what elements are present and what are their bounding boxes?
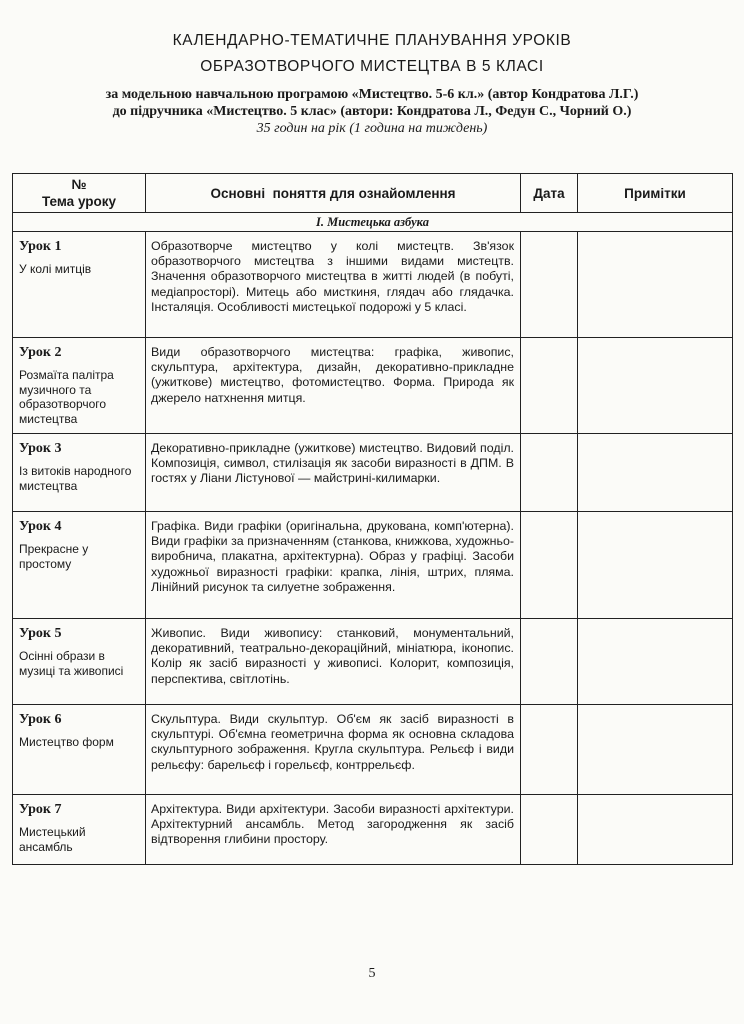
table-row bbox=[13, 232, 733, 338]
page-number: 5 bbox=[368, 966, 376, 981]
lesson-concepts: Скульптура. Види скульптур. Об'єм як засіб виразності в скульптурі. Об'ємна геометрична форма як основна складова скульптурного зображення. Кругла скульптура. Рельєф і види рельєфу: барельєф і горельєф, контррельєф. bbox=[151, 712, 514, 772]
notes-cell bbox=[578, 512, 733, 619]
lesson-number: Урок 2 bbox=[19, 345, 62, 360]
title-line-1: КАЛЕНДАРНО-ТЕМАТИЧНЕ ПЛАНУВАННЯ УРОКІВ bbox=[172, 32, 572, 49]
header-concepts: Основні поняття для ознайомлення bbox=[146, 174, 521, 213]
header-number-sign: № bbox=[71, 177, 87, 192]
title-line-2: ОБРАЗОТВОРЧОГО МИСТЕЦТВА В 5 КЛАСІ bbox=[200, 58, 544, 75]
lesson-cell bbox=[13, 338, 146, 434]
date-cell bbox=[521, 705, 578, 795]
lesson-concepts: Живопис. Види живопису: станковий, монументальний, декоративний, театрально-декораційний, мініатюра, іконопис. Колір як засіб виразності у живописі. Колорит, композиція, перспектива, світлотінь. bbox=[151, 626, 514, 686]
lesson-number: Урок 6 bbox=[19, 712, 62, 727]
subtitle-textbook: до підручника «Мистецтво. 5 клас» (автори: Кондратова Л., Федун С., Чорний О.) bbox=[112, 104, 632, 119]
date-cell bbox=[521, 232, 578, 338]
lesson-cell bbox=[13, 434, 146, 512]
notes-cell bbox=[578, 338, 733, 434]
lesson-cell bbox=[13, 705, 146, 795]
table-header-row bbox=[13, 174, 733, 213]
document-header bbox=[0, 28, 744, 138]
concepts-cell bbox=[146, 795, 521, 865]
section-row bbox=[13, 213, 733, 232]
lesson-cell bbox=[13, 512, 146, 619]
table-row bbox=[13, 434, 733, 512]
lesson-topic: Прекрасне у простому bbox=[19, 542, 89, 571]
notes-cell bbox=[578, 619, 733, 705]
header-lesson-topic bbox=[13, 174, 146, 213]
concepts-cell bbox=[146, 705, 521, 795]
lesson-number: Урок 3 bbox=[19, 441, 62, 456]
lesson-topic: Розмаїта палітра музичного та образотворчого мистецтва bbox=[19, 368, 114, 426]
lesson-concepts: Види образотворчого мистецтва: графіка, живопис, скульптура, архітектура, дизайн, декоративно-прикладне (ужиткове) мистецтво, фотомистецтво. Форма. Природа як джерело натхнення митця. bbox=[151, 345, 514, 405]
date-cell bbox=[521, 619, 578, 705]
subtitle-program: за модельною навчальною програмою «Мистецтво. 5-6 кл.» (автор Кондратова Л.Г.) bbox=[105, 87, 639, 102]
lesson-topic: Із витоків народного мистецтва bbox=[19, 464, 132, 493]
concepts-cell bbox=[146, 338, 521, 434]
lesson-number: Урок 5 bbox=[19, 626, 62, 641]
lesson-number: Урок 1 bbox=[19, 239, 62, 254]
lesson-topic: Осінні образи в музиці та живописі bbox=[19, 649, 124, 678]
header-topic-label: Тема уроку bbox=[41, 194, 117, 209]
lesson-concepts: Декоративно-прикладне (ужиткове) мистецтво. Видовий поділ. Композиція, символ, стилізація як засоби виразності в ДПМ. В гостях у Ліани Лістунової — майстрині-килимарки. bbox=[151, 441, 514, 486]
lesson-concepts: Архітектура. Види архітектури. Засоби виразності архітектури. Архітектурний ансамбль. Метод загородження як засіб відтворення глибини простору. bbox=[151, 802, 514, 847]
lesson-cell bbox=[13, 232, 146, 338]
lesson-topic: Мистецький ансамбль bbox=[19, 825, 86, 854]
lesson-topic: У колі митців bbox=[19, 262, 92, 276]
notes-cell bbox=[578, 434, 733, 512]
lesson-cell bbox=[13, 795, 146, 865]
concepts-cell bbox=[146, 232, 521, 338]
section-title: І. Мистецька азбука bbox=[13, 213, 733, 232]
table-row bbox=[13, 795, 733, 865]
concepts-cell bbox=[146, 512, 521, 619]
notes-cell bbox=[578, 232, 733, 338]
notes-cell bbox=[578, 705, 733, 795]
header-date: Дата bbox=[521, 174, 578, 213]
table-row bbox=[13, 338, 733, 434]
header-notes: Примітки bbox=[578, 174, 733, 213]
table-row bbox=[13, 705, 733, 795]
notes-cell bbox=[578, 795, 733, 865]
lesson-concepts: Графіка. Види графіки (оригінальна, друкована, комп'ютерна). Види графіки за призначенням (станкова, книжкова, художньо-виробнича, плакатна, архітектурна). Образ у графіці. Засоби художньої виразності графіки: крапка, лінія, штрих, пляма. Лінійний рисунок та силуетне зображення. bbox=[151, 519, 514, 594]
lesson-cell bbox=[13, 619, 146, 705]
date-cell bbox=[521, 434, 578, 512]
lesson-number: Урок 4 bbox=[19, 519, 62, 534]
concepts-cell bbox=[146, 434, 521, 512]
lesson-plan-table bbox=[12, 173, 733, 865]
date-cell bbox=[521, 338, 578, 434]
table-row bbox=[13, 619, 733, 705]
table-row bbox=[13, 512, 733, 619]
concepts-cell bbox=[146, 619, 521, 705]
date-cell bbox=[521, 512, 578, 619]
lesson-number: Урок 7 bbox=[19, 802, 62, 817]
lesson-concepts: Образотворче мистецтво у колі мистецтв. Зв'язок образотворчого мистецтва з іншими видами мистецтв. Значення образотворчого мистецтва в житті людей (в побуті, медіапросторі). Митець або мисткиня, глядач або глядачка. Інсталяція. Особливості мистецької подорожі у 5 класі. bbox=[151, 239, 514, 314]
hours-per-year: 35 годин на рік (1 година на тиждень) bbox=[256, 121, 488, 136]
lesson-topic: Мистецтво форм bbox=[19, 735, 114, 749]
date-cell bbox=[521, 795, 578, 865]
